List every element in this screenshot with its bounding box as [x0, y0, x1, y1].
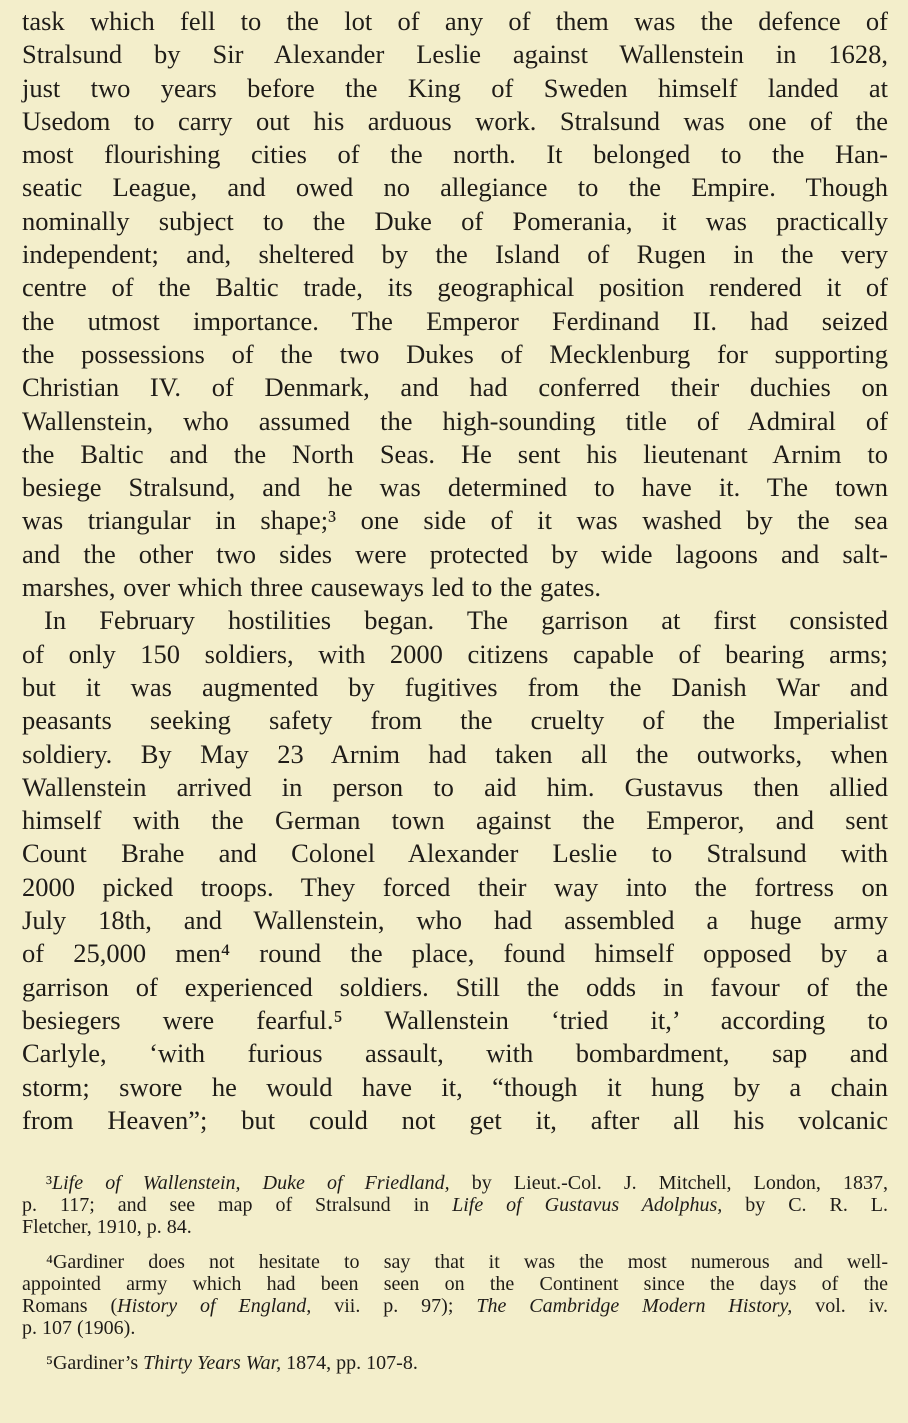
text-line: garrison of experienced soldiers. Still the odds in favour of the	[22, 971, 888, 1002]
text-line: 2000 picked troops. They forced their way into the fortress on	[22, 871, 888, 902]
text-line: independent; and, sheltered by the Island of Rugen in the very	[22, 239, 888, 270]
text-line: of only 150 soldiers, with 2000 citizens capable of bearing arms;	[22, 638, 888, 669]
footnote-text: vii. p. 97);	[311, 1295, 477, 1317]
footnote-line	[22, 1216, 888, 1238]
text-line: himself with the German town against the Emperor, and sent	[22, 805, 888, 836]
text-line: the possessions of the two Dukes of Mecklenburg for supporting	[22, 338, 888, 369]
footnote-italic-title: Thirty Years War,	[143, 1352, 282, 1374]
text-line: besiege Stralsund, and he was determined to have it. The town	[22, 472, 888, 503]
footnote-text: by C. R. L.	[722, 1194, 889, 1216]
footnote-text: by Lieut.-Col. J. Mitchell, London, 1837,	[449, 1172, 888, 1194]
footnote-italic-title: Life of Gustavus Adolphus,	[452, 1194, 723, 1216]
footnote-line	[22, 1352, 888, 1374]
text-line: the Baltic and the North Seas. He sent his lieutenant Arnim to	[22, 438, 888, 469]
footnote-text: p. 117; and see map of Stralsund in	[22, 1194, 453, 1216]
footnote-text: Romans (	[22, 1295, 118, 1317]
footnote-text: p. 107 (1906).	[22, 1317, 136, 1339]
footnote-text: 1874, pp. 107-8.	[281, 1352, 418, 1374]
footnote-italic-title: Life of Wallenstein, Duke of Friedland,	[52, 1172, 450, 1194]
text-line: marshes, over which three causeways led to the gates.	[22, 572, 602, 603]
text-line: besiegers were fearful.⁵ Wallenstein ‘tried it,’ according to	[22, 1004, 888, 1035]
text-line: seatic League, and owed no allegiance to the Empire. Though	[22, 172, 888, 203]
footnote-line	[22, 1172, 888, 1194]
footnote-line	[22, 1273, 888, 1295]
footnote-3	[22, 1172, 888, 1238]
text-line: Count Brahe and Colonel Alexander Leslie to Stralsund with	[22, 838, 888, 869]
text-line: Wallenstein arrived in person to aid him. Gustavus then allied	[22, 771, 888, 802]
text-line: Usedom to carry out his arduous work. Stralsund was one of the	[22, 105, 888, 136]
text-line: Carlyle, ‘with furious assault, with bombardment, sap and	[22, 1038, 888, 1069]
footnote-5	[22, 1352, 888, 1374]
text-line: was triangular in shape;³ one side of it was washed by the sea	[22, 505, 888, 536]
text-line: just two years before the King of Sweden himself landed at	[22, 72, 888, 103]
footnote-text: ⁴Gardiner does not hesitate to say that it was the most numerous and well-	[46, 1251, 888, 1273]
footnotes	[22, 1172, 888, 1387]
footnote-text: vol. iv.	[792, 1295, 888, 1317]
footnote-text: Fletcher, 1910, p. 84.	[22, 1216, 192, 1238]
footnote-line	[22, 1317, 888, 1339]
text-line: but it was augmented by fugitives from the Danish War and	[22, 671, 888, 702]
footnote-italic-title: The Cambridge Modern History,	[476, 1295, 793, 1317]
text-line: task which fell to the lot of any of them was the defence of	[22, 6, 888, 36]
body-text	[22, 5, 888, 1137]
text-line: of 25,000 men⁴ round the place, found himself opposed by a	[22, 938, 888, 969]
text-line: and the other two sides were protected by wide lagoons and salt-	[22, 538, 888, 569]
footnote-italic-title: History of England,	[117, 1295, 312, 1317]
text-line: July 18th, and Wallenstein, who had assembled a huge army	[22, 905, 888, 936]
footnote-text: appointed army which had been seen on the Continent since the days of the	[22, 1273, 888, 1295]
text-line: from Heaven”; but could not get it, after all his volcanic	[22, 1104, 888, 1135]
footnote-line	[22, 1295, 888, 1317]
text-line: centre of the Baltic trade, its geographical position rendered it of	[22, 272, 888, 303]
text-line: soldiery. By May 23 Arnim had taken all the outworks, when	[22, 738, 888, 769]
footnote-line	[22, 1251, 888, 1273]
footnote-line	[22, 1194, 888, 1216]
text-line: In February hostilities began. The garrison at first consisted	[44, 605, 888, 636]
text-line: most flourishing cities of the north. It belonged to the Han-	[22, 139, 888, 170]
text-line: storm; swore he would have it, “though it hung by a chain	[22, 1071, 888, 1102]
text-line: peasants seeking safety from the cruelty of the Imperialist	[22, 705, 888, 736]
text-line: the utmost importance. The Emperor Ferdinand II. had seized	[22, 305, 888, 336]
text-line: Christian IV. of Denmark, and had conferred their duchies on	[22, 372, 888, 403]
footnote-4	[22, 1251, 888, 1339]
text-line: Wallenstein, who assumed the high-sounding title of Admiral of	[22, 405, 888, 436]
footnote-text: ⁵Gardiner’s	[46, 1352, 144, 1374]
footnote-text: ³	[46, 1172, 52, 1194]
text-line: Stralsund by Sir Alexander Leslie against Wallenstein in 1628,	[22, 39, 888, 70]
text-line: nominally subject to the Duke of Pomerania, it was practically	[22, 205, 888, 236]
